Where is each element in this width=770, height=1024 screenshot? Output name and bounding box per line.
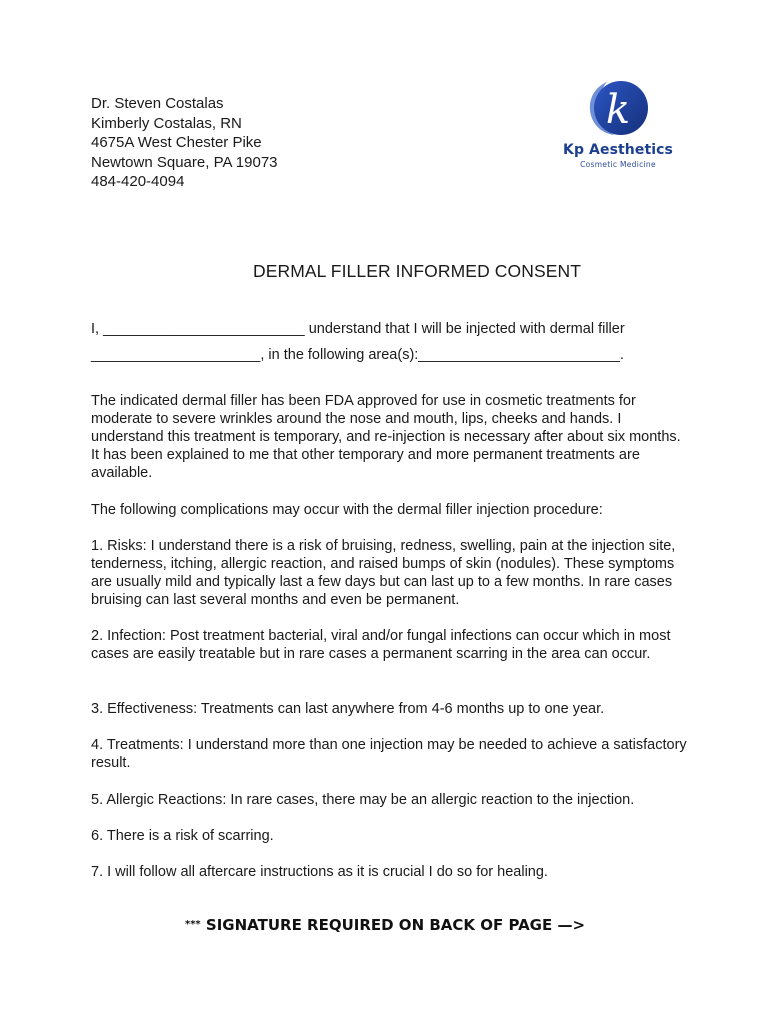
treatment-area-line: _____________________, in the following area(s):_________________________. xyxy=(91,347,624,363)
signature-notice-text: SIGNATURE REQUIRED ON BACK OF PAGE —> xyxy=(205,916,586,934)
street-address: 4675A West Chester Pike xyxy=(91,134,262,152)
risk-item-3: 3. Effectiveness: Treatments can last anywhere from 4-6 months up to one year. xyxy=(91,701,605,717)
signature-notice xyxy=(0,916,770,934)
risk-item-7: 7. I will follow all aftercare instructions as it is crucial I do so for healing. xyxy=(91,864,548,880)
risk-item-5: 5. Allergic Reactions: In rare cases, there may be an allergic reaction to the injection. xyxy=(91,792,635,808)
risk-item-4: 4. Treatments: I understand more than one injection may be needed to achieve a satisfactory result. xyxy=(91,737,687,771)
city-state-zip: Newtown Square, PA 19073 xyxy=(91,153,278,171)
patient-name-line: I, _________________________ understand that I will be injected with dermal filler xyxy=(91,321,625,337)
document-title: DERMAL FILLER INFORMED CONSENT xyxy=(252,261,582,281)
intro-paragraph: The indicated dermal filler has been FDA approved for use in cosmetic treatments for moderate to severe wrinkles around the nose and mouth, lips, cheeks and hands. I understand this treatment is temporary, and re-injection is necessary after about six months. It has been explained to me that other temporary and more permanent treatments are available. xyxy=(91,393,681,481)
risk-item-6: 6. There is a risk of scarring. xyxy=(91,828,274,844)
phone-number: 484-420-4094 xyxy=(91,173,185,191)
doctor-name: Dr. Steven Costalas xyxy=(91,95,224,112)
practice-address-block xyxy=(91,94,278,192)
logo-wordmark: Kp Aesthetics xyxy=(563,142,673,158)
logo-monogram-icon xyxy=(585,78,649,140)
risk-item-1: 1. Risks: I understand there is a risk of bruising, redness, swelling, pain at the injection site, tenderness, itching, allergic reaction, and raised bumps of skin (nodules). These symptoms are usually mild and typically last a few days but can last up to a few months. In rare cases bruising can last several months and even be permanent. xyxy=(91,538,676,608)
complications-lead: The following complications may occur with the dermal filler injection procedure: xyxy=(91,502,603,518)
risk-item-2: 2. Infection: Post treatment bacterial, viral and/or fungal infections can occur which in most cases are easily treatable but in rare cases a permanent scarring in the area can occur. xyxy=(91,628,671,662)
kp-aesthetics-logo xyxy=(560,78,676,174)
signature-notice-stars: *** xyxy=(184,919,201,930)
nurse-name: Kimberly Costalas, RN xyxy=(91,114,242,132)
logo-tagline: Cosmetic Medicine xyxy=(580,160,656,169)
svg-text:k: k xyxy=(605,87,631,133)
